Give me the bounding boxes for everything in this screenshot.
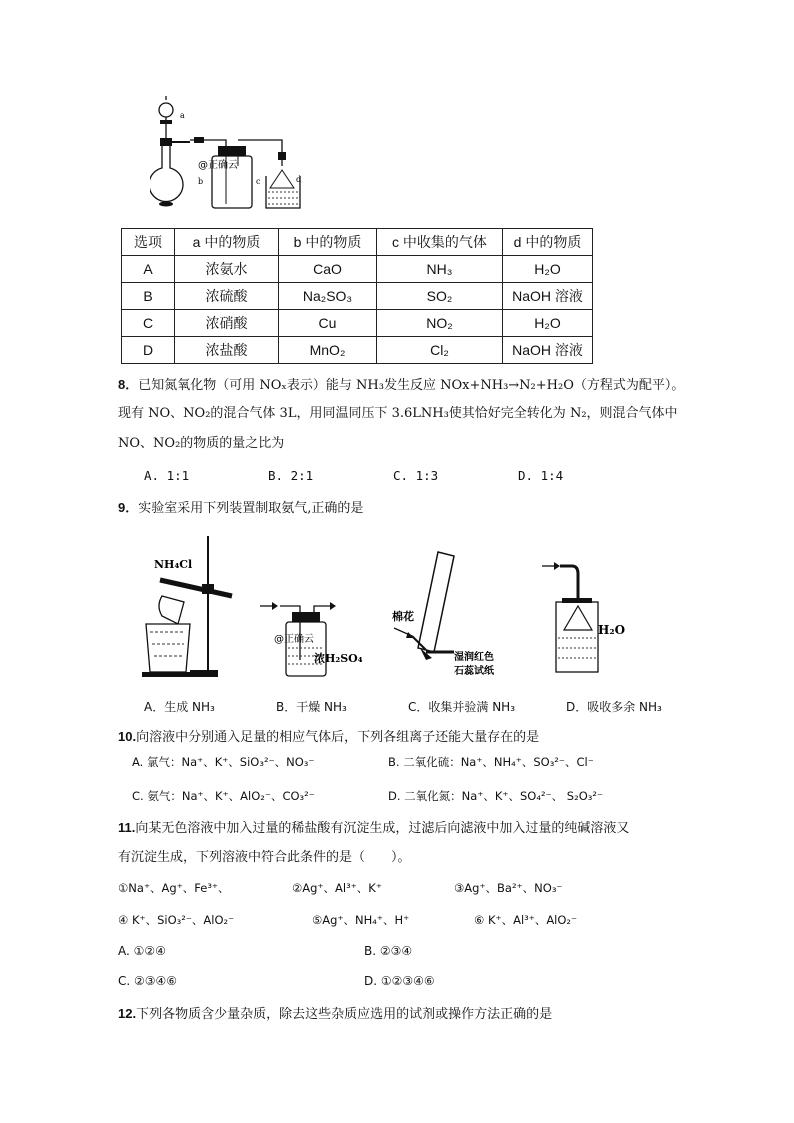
q8-number: 8． [118, 377, 139, 392]
q10-option-a[interactable]: A. 氯气：Na⁺、K⁺、SiO₃²⁻、NO₃⁻ [132, 755, 315, 769]
q8-option-b[interactable]: B. 2:1 [268, 468, 314, 483]
q12-text: 下列各物质含少量杂质，除去这些杂质应选用的试剂或操作方法正确的是 [136, 1007, 553, 1022]
q10-number: 10. [118, 729, 137, 744]
table-header: 选项 [122, 229, 175, 256]
q8-option-d[interactable]: D. 1:4 [518, 468, 564, 483]
table-header: a 中的物质 [175, 229, 279, 256]
q12-number: 12. [118, 1006, 137, 1021]
q9-caption-b[interactable]: B．干燥 NH₃ [276, 700, 347, 714]
q11-item-5: ⑤Ag⁺、NH₄⁺、H⁺ [312, 913, 410, 927]
q10-option-c[interactable]: C. 氨气：Na⁺、K⁺、AlO₂⁻、CO₃²⁻ [132, 789, 315, 803]
q9-number: 9． [118, 500, 139, 515]
label-cotton: 棉花 [392, 610, 414, 623]
label-h2so4: 浓H₂SO₄ [314, 652, 363, 665]
q11-item-4: ④ K⁺、SiO₃²⁻、AlO₂⁻ [118, 913, 235, 927]
table-cell: MnO₂ [279, 337, 377, 364]
q9-line [118, 498, 363, 519]
table-cell: Cu [279, 310, 377, 337]
q11-item-3: ③Ag⁺、Ba²⁺、NO₃⁻ [454, 881, 563, 895]
q11-option-c[interactable]: C. ②③④⑥ [118, 974, 178, 988]
watermark: @正确云 [198, 160, 238, 171]
table-cell: 浓硝酸 [175, 310, 279, 337]
label-h2o: H₂O [598, 623, 626, 637]
q11-option-a[interactable]: A. ①②④ [118, 944, 166, 958]
table-cell: A [122, 256, 175, 283]
options-table [121, 228, 593, 364]
apparatus-figure-b [256, 590, 366, 682]
q11-item-2: ②Ag⁺、Al³⁺、K⁺ [292, 881, 382, 895]
q8-text-line3: NO、NO₂的物质的量之比为 [118, 436, 285, 451]
table-cell: 浓盐酸 [175, 337, 279, 364]
table-header: c 中收集的气体 [377, 229, 503, 256]
q8-option-c[interactable]: C. 1:3 [393, 468, 439, 483]
q11-number: 11. [118, 820, 136, 835]
table-cell: SO₂ [377, 283, 503, 310]
label-c: c [256, 177, 261, 186]
q11-item-6: ⑥ K⁺、Al³⁺、AlO₂⁻ [474, 913, 578, 927]
table-cell: NaOH 溶液 [503, 283, 593, 310]
q8-text-line1: 已知氮氧化物（可用 NOₓ表示）能与 NH₃发生反应 NOx+NH₃→N₂+H₂O（方程式为配平）。 [138, 378, 685, 393]
q8-line1 [118, 375, 684, 396]
q9-caption-a[interactable]: A．生成 NH₃ [144, 700, 215, 714]
q8-text-line2: 现有 NO、NO₂的混合气体 3L，用同温同压下 3.6LNH₃使其恰好完全转化为 N₂，则混合气体中 [118, 406, 678, 421]
q9-caption-d[interactable]: D．吸收多余 NH₃ [566, 700, 662, 714]
table-cell: 浓硫酸 [175, 283, 279, 310]
q10-option-b[interactable]: B. 二氧化硫：Na⁺、NH₄⁺、SO₃²⁻、Cl⁻ [388, 755, 594, 769]
table-row [122, 256, 593, 283]
q10-text: 向溶液中分别通入足量的相应气体后，下列各组离子还能大量存在的是 [136, 730, 540, 745]
table-cell: CaO [279, 256, 377, 283]
table-cell: NH₃ [377, 256, 503, 283]
q9-text: 实验室采用下列装置制取氨气,正确的是 [138, 501, 364, 516]
label-a: a [180, 111, 185, 120]
table-cell: C [122, 310, 175, 337]
q10-line [118, 727, 539, 748]
table-cell: NO₂ [377, 310, 503, 337]
table-cell: H₂O [503, 256, 593, 283]
table-cell: Cl₂ [377, 337, 503, 364]
table-header-row [122, 229, 593, 256]
q11-item-1: ①Na⁺、Ag⁺、Fe³⁺、 [118, 881, 230, 895]
table-header: b 中的物质 [279, 229, 377, 256]
table-cell: H₂O [503, 310, 593, 337]
table-row [122, 310, 593, 337]
table-cell: NaOH 溶液 [503, 337, 593, 364]
apparatus-figure-a [140, 532, 240, 682]
label-b: b [198, 177, 204, 186]
apparatus-figure-d [538, 558, 628, 682]
table-header: d 中的物质 [503, 229, 593, 256]
apparatus-figure-c [390, 548, 510, 682]
table-cell: Na₂SO₃ [279, 283, 377, 310]
q11-text-line2: 有沉淀生成，下列溶液中符合此条件的是（ ）。 [118, 850, 411, 865]
apparatus-figure-top [150, 96, 310, 214]
table-row [122, 283, 593, 310]
q11-line1 [118, 818, 629, 839]
q9-caption-c[interactable]: C．收集并验满 NH₃ [408, 700, 516, 714]
q11-option-d[interactable]: D. ①②③④⑥ [364, 974, 435, 988]
label-d: d [296, 175, 302, 184]
q12-line [118, 1004, 552, 1025]
table-cell: 浓氨水 [175, 256, 279, 283]
watermark: @正确云 [274, 634, 314, 645]
table-row [122, 337, 593, 364]
q11-option-b[interactable]: B. ②③④ [364, 944, 413, 958]
q8-option-a[interactable]: A. 1:1 [144, 468, 190, 483]
q11-text-line1: 向某无色溶液中加入过量的稀盐酸有沉淀生成，过滤后向滤液中加入过量的纯碱溶液又 [135, 821, 630, 836]
label-nh4cl: NH₄Cl [154, 558, 193, 571]
label-litmus-1: 湿润红色 [454, 652, 494, 663]
q10-option-d[interactable]: D. 二氧化氮：Na⁺、K⁺、SO₄²⁻、 S₂O₃²⁻ [388, 789, 604, 803]
table-cell: B [122, 283, 175, 310]
label-litmus-2: 石蕊试纸 [454, 666, 494, 677]
table-cell: D [122, 337, 175, 364]
